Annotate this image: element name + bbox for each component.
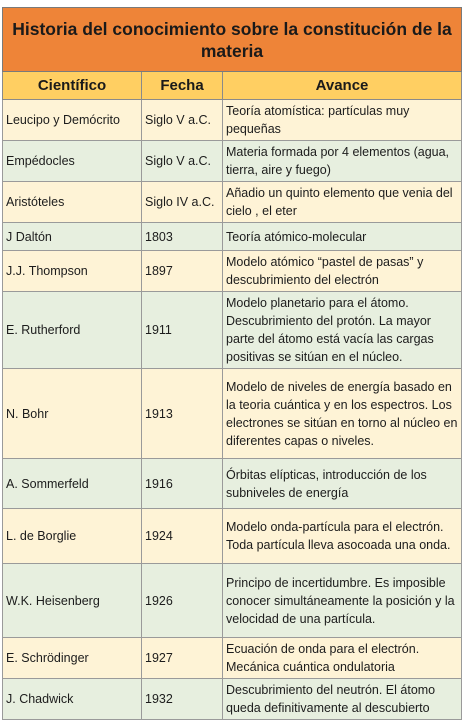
cell-cientifico: J. Chadwick	[3, 679, 142, 720]
cell-fecha: 1911	[142, 292, 223, 369]
cell-fecha: 1913	[142, 369, 223, 459]
table-row	[3, 459, 462, 509]
cell-avance: Teoría atomística: partículas muy pequeñas	[223, 100, 462, 141]
cell-avance: Añadio un quinto elemento que venia del cielo , el eter	[223, 182, 462, 223]
table-row	[3, 679, 462, 720]
cell-fecha: 1916	[142, 459, 223, 509]
cell-fecha: 1924	[142, 509, 223, 564]
table-row	[3, 369, 462, 459]
cell-avance: Descubrimiento del neutrón. El átomo queda definitivamente al descubierto	[223, 679, 462, 720]
table-row	[3, 564, 462, 638]
title-row	[3, 8, 462, 72]
table-row	[3, 100, 462, 141]
cell-avance: Principo de incertidumbre. Es imposible conocer simultáneamente la posición y la velocidad de una partícula.	[223, 564, 462, 638]
cell-avance: Modelo onda-partícula para el electrón. Toda partícula lleva asocoada una onda.	[223, 509, 462, 564]
cell-avance: Ecuación de onda para el electrón. Mecánica cuántica ondulatoria	[223, 638, 462, 679]
cell-cientifico: Leucipo y Demócrito	[3, 100, 142, 141]
cell-avance: Materia formada por 4 elementos (agua, tierra, aire y fuego)	[223, 141, 462, 182]
table-row	[3, 292, 462, 369]
cell-fecha: 1926	[142, 564, 223, 638]
history-table	[2, 7, 462, 720]
header-fecha: Fecha	[142, 72, 223, 100]
cell-avance: Modelo atómico “pastel de pasas” y descubrimiento del electrón	[223, 251, 462, 292]
cell-avance: Modelo planetario para el átomo. Descubrimiento del protón. La mayor parte del átomo está vacía las cargas positivas se sitúan en el núcleo.	[223, 292, 462, 369]
table-row	[3, 141, 462, 182]
cell-cientifico: Empédocles	[3, 141, 142, 182]
cell-cientifico: E. Rutherford	[3, 292, 142, 369]
cell-cientifico: A. Sommerfeld	[3, 459, 142, 509]
header-avance: Avance	[223, 72, 462, 100]
cell-cientifico: Aristóteles	[3, 182, 142, 223]
cell-cientifico: J Daltón	[3, 223, 142, 251]
cell-avance: Órbitas elípticas, introducción de los subniveles de energía	[223, 459, 462, 509]
cell-cientifico: L. de Borglie	[3, 509, 142, 564]
cell-avance: Modelo de niveles de energía basado en la teoria cuántica y en los espectros. Los electrones se sitúan en torno al núcleo en diferentes capas o niveles.	[223, 369, 462, 459]
cell-cientifico: W.K. Heisenberg	[3, 564, 142, 638]
cell-fecha: 1803	[142, 223, 223, 251]
cell-cientifico: N. Bohr	[3, 369, 142, 459]
cell-fecha: Siglo IV a.C.	[142, 182, 223, 223]
table-row	[3, 638, 462, 679]
cell-fecha: 1932	[142, 679, 223, 720]
table-title: Historia del conocimiento sobre la constitución de la materia	[3, 8, 462, 72]
table-row	[3, 509, 462, 564]
cell-fecha: 1927	[142, 638, 223, 679]
table-row	[3, 223, 462, 251]
header-row	[3, 72, 462, 100]
cell-fecha: Siglo V a.C.	[142, 141, 223, 182]
cell-fecha: 1897	[142, 251, 223, 292]
cell-cientifico: J.J. Thompson	[3, 251, 142, 292]
table-row	[3, 182, 462, 223]
table-row	[3, 251, 462, 292]
cell-cientifico: E. Schrödinger	[3, 638, 142, 679]
cell-avance: Teoría atómico-molecular	[223, 223, 462, 251]
cell-fecha: Siglo V a.C.	[142, 100, 223, 141]
header-cientifico: Científico	[3, 72, 142, 100]
